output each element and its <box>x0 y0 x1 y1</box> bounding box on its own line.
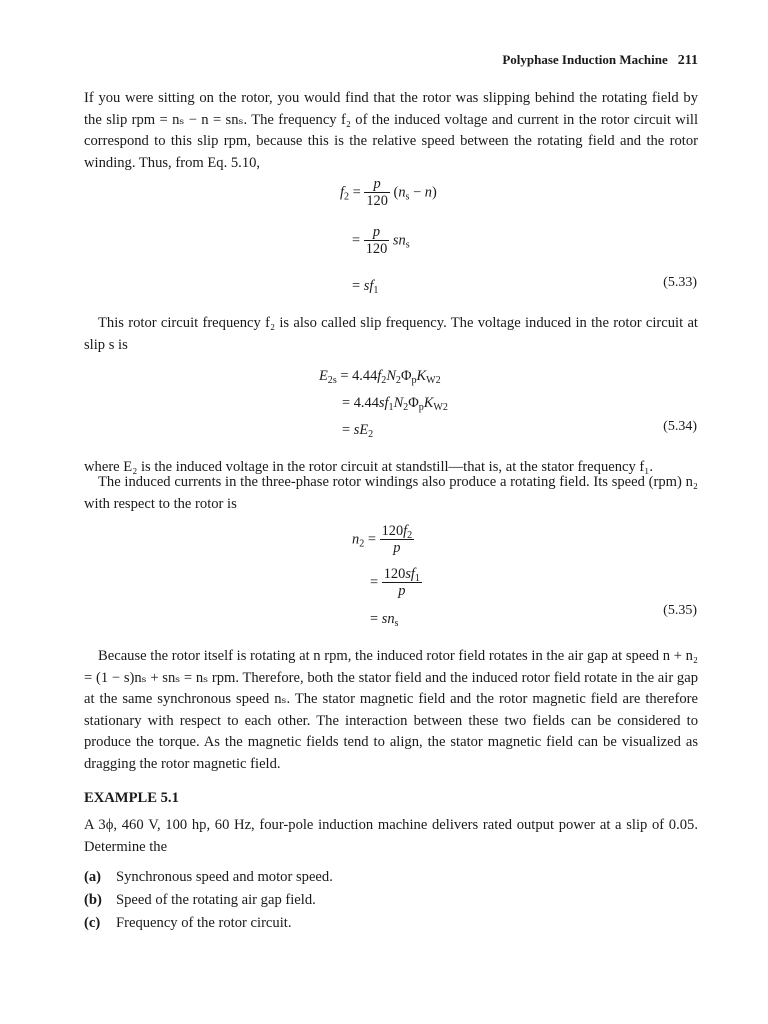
item-label: (a) <box>84 869 102 885</box>
example-statement: A 3ϕ, 460 V, 100 hp, 60 Hz, four-pole induction machine delivers rated output power at a slip of 0.05. Determine the <box>84 817 698 855</box>
paragraph-standstill: where E₂ is the induced voltage in the rotor circuit at standstill—that is, at the stator frequency f₁. <box>84 459 654 475</box>
paragraph-synchronous-field: Because the rotor itself is rotating at n rpm, the induced rotor field rotates in the air gap at speed n + n₂ = (1 − s)nₛ + snₛ = nₛ rpm. Therefore, both the stator field and the induced rotor field rotate in the air gap at the same synchronous speed nₛ. The stator magnetic field and the rotor magnetic field are therefore stationary with respect to each other. The interaction between these two fields can be considered to produce the torque. As the magnetic fields tend to align, the stator magnetic field can be visualized as dragging the rotor magnetic field. <box>84 648 698 772</box>
item-label: (b) <box>84 892 102 908</box>
running-header <box>502 52 698 69</box>
paragraph-slip-frequency: This rotor circuit frequency f₂ is also called slip frequency. The voltage induced in the rotor circuit at slip s is <box>84 315 698 353</box>
equation-5-33-line-1: $f_2$ = $\frac{p}{120}$ $(n_s - n)$ <box>340 176 437 209</box>
running-title: Polyphase Induction Machine <box>502 52 668 67</box>
equation-5-34-line-3: = $sE_2$ <box>342 422 374 440</box>
equation-number-5-34: (5.34) <box>663 419 697 434</box>
equation-number-5-33: (5.33) <box>663 275 697 290</box>
equation-5-34-line-2: = $4.44sf_1N_2\Phi_pK_{W2}$ <box>342 395 448 413</box>
equation-5-34-line-1: $E_{2s} = 4.44f_2N_2\Phi_pK_{W2}$ <box>319 368 441 386</box>
equation-5-35-line-3: = $sn_s$ <box>370 611 399 629</box>
example-item-b <box>84 892 316 909</box>
example-item-a <box>84 869 333 886</box>
item-text: Synchronous speed and motor speed. <box>116 869 333 885</box>
example-title: EXAMPLE 5.1 <box>84 790 179 806</box>
equation-5-35-line-2: = $\frac{120sf_1}{p}$ <box>370 566 420 599</box>
equation-number-5-35: (5.35) <box>663 603 697 618</box>
equation-5-33-line-3: = $sf_1$ <box>352 278 379 296</box>
item-text: Frequency of the rotor circuit. <box>116 915 292 931</box>
paragraph-intro: If you were sitting on the rotor, you would find that the rotor was slipping behind the rotating field by the slip rpm = nₛ − n = snₛ. The frequency f₂ of the induced voltage and current in the rotor circuit will correspond to this slip rpm, because this is the relative speed between the rotating field and the rotor winding. Thus, from Eq. 5.10, <box>84 90 698 171</box>
paragraph-rotor-field: The induced currents in the three-phase rotor windings also produce a rotating field. Its speed (rpm) n₂ with respect to the rotor is <box>84 474 698 512</box>
equation-5-35-line-1: $n_2$ = $\frac{120f_2}{p}$ <box>352 523 413 556</box>
equation-5-33-line-2: = $\frac{p}{120}$ $sn_s$ <box>352 224 410 257</box>
item-label: (c) <box>84 915 101 931</box>
page-number: 211 <box>677 53 698 68</box>
item-text: Speed of the rotating air gap field. <box>116 892 316 908</box>
example-item-c <box>84 915 291 932</box>
